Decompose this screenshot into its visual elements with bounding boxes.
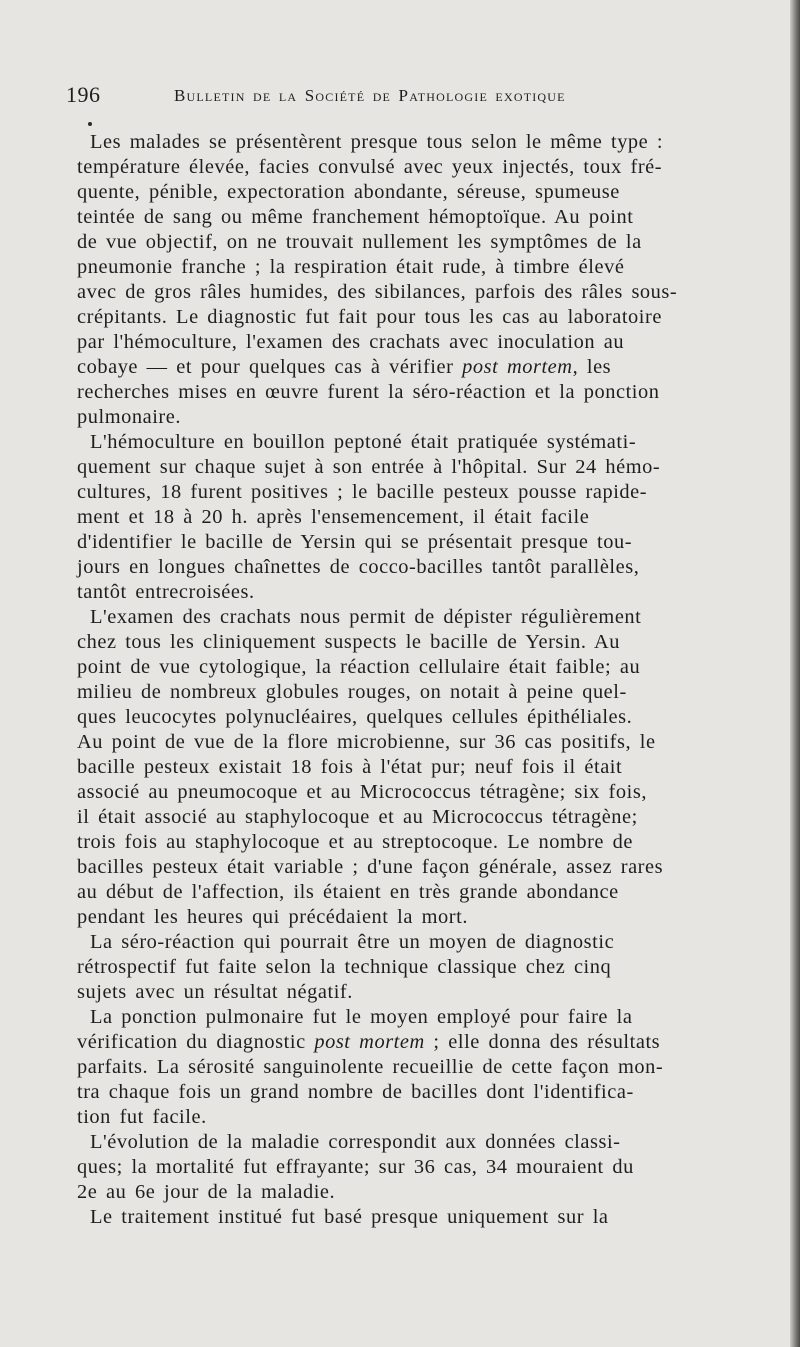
text-line: ques; la mortalité fut effrayante; sur 36 cas, 34 mouraient du — [77, 1156, 634, 1178]
text-line: ques leucocytes polynucléaires, quelques cellules épithéliales. — [77, 706, 633, 728]
text-line: par l'hémoculture, l'examen des crachats avec inoculation au — [77, 331, 625, 353]
text-line: parfaits. La sérosité sanguinolente recueillie de cette façon mon- — [77, 1056, 664, 1078]
text-line: cultures, 18 furent positives ; le bacille pesteux pousse rapide- — [77, 481, 648, 503]
text-line: bacilles pesteux était variable ; d'une façon générale, assez rares — [77, 856, 664, 878]
text-line: pendant les heures qui précédaient la mort. — [77, 906, 468, 928]
text-line: recherches mises en œuvre furent la séro-réaction et la ponction — [77, 381, 660, 403]
page-header — [66, 82, 716, 112]
text-line: ment et 18 à 20 h. après l'ensemencement, il était facile — [77, 506, 590, 528]
text-line: Les malades se présentèrent presque tous selon le même type : — [90, 131, 664, 153]
text-line: milieu de nombreux globules rouges, on notait à peine quel- — [77, 681, 627, 703]
text-line: L'évolution de la maladie correspondit aux données classi- — [90, 1131, 621, 1153]
text-line: L'examen des crachats nous permit de dépister régulièrement — [90, 606, 642, 628]
text-line: de vue objectif, on ne trouvait nullement les symptômes de la — [77, 231, 642, 253]
italic-phrase: post mortem — [314, 1031, 425, 1053]
text-line: tra chaque fois un grand nombre de bacilles dont l'identifica- — [77, 1081, 634, 1103]
text-line: sujets avec un résultat négatif. — [77, 981, 353, 1003]
text-line: d'identifier le bacille de Yersin qui se présentait presque tou- — [77, 531, 633, 553]
text-line: crépitants. Le diagnostic fut fait pour tous les cas au laboratoire — [77, 306, 662, 328]
running-title: Bulletin de la Société de Pathologie exotique — [174, 86, 566, 105]
text-line: Au point de vue de la flore microbienne, sur 36 cas positifs, le — [77, 731, 656, 753]
text-line: 2e au 6e jour de la maladie. — [77, 1181, 336, 1203]
text-line: pneumonie franche ; la respiration était rude, à timbre élevé — [77, 256, 625, 278]
text-line: quente, pénible, expectoration abondante, séreuse, spumeuse — [77, 181, 620, 203]
text-line: jours en longues chaînettes de cocco-bacilles tantôt parallèles, — [77, 556, 640, 578]
text-line — [0, 1030, 790, 1055]
text-line: chez tous les cliniquement suspects le bacille de Yersin. Au — [77, 631, 621, 653]
text-line: Le traitement institué fut basé presque uniquement sur la — [90, 1206, 609, 1228]
text-line: teintée de sang ou même franchement hémoptoïque. Au point — [77, 206, 634, 228]
text-span: ; elle donna des résultats — [424, 1031, 661, 1053]
text-line: il était associé au staphylocoque et au Micrococcus tétragène; — [77, 806, 638, 828]
body-text — [0, 130, 790, 1230]
text-line: température élevée, facies convulsé avec yeux injectés, toux fré- — [77, 156, 663, 178]
text-line: rétrospectif fut faite selon la technique classique chez cinq — [77, 956, 612, 978]
text-span: , les — [572, 356, 612, 378]
italic-phrase: post mortem — [462, 356, 573, 378]
page-edge-shadow — [790, 0, 800, 1347]
text-line: quement sur chaque sujet à son entrée à l'hôpital. Sur 24 hémo- — [77, 456, 661, 478]
text-line: L'hémoculture en bouillon peptoné était pratiquée systémati- — [90, 431, 637, 453]
text-line: tion fut facile. — [77, 1106, 207, 1128]
text-span: cobaye — et pour quelques cas à vérifier — [77, 356, 463, 378]
ink-speck — [88, 122, 92, 126]
text-line: La ponction pulmonaire fut le moyen employé pour faire la — [90, 1006, 633, 1028]
text-line: La séro-réaction qui pourrait être un moyen de diagnostic — [90, 931, 615, 953]
text-line: bacille pesteux existait 18 fois à l'état pur; neuf fois il était — [77, 756, 623, 778]
text-line: avec de gros râles humides, des sibilances, parfois des râles sous- — [77, 281, 678, 303]
text-line: point de vue cytologique, la réaction cellulaire était faible; au — [77, 656, 641, 678]
text-line: pulmonaire. — [77, 406, 182, 428]
text-line — [0, 355, 790, 380]
text-line: tantôt entrecroisées. — [77, 581, 255, 603]
page-number: 196 — [66, 82, 101, 107]
text-line: trois fois au staphylocoque et au streptocoque. Le nombre de — [77, 831, 634, 853]
text-line: associé au pneumocoque et au Micrococcus tétragène; six fois, — [77, 781, 647, 803]
text-span: vérification du diagnostic — [77, 1031, 315, 1053]
text-line: au début de l'affection, ils étaient en très grande abondance — [77, 881, 619, 903]
